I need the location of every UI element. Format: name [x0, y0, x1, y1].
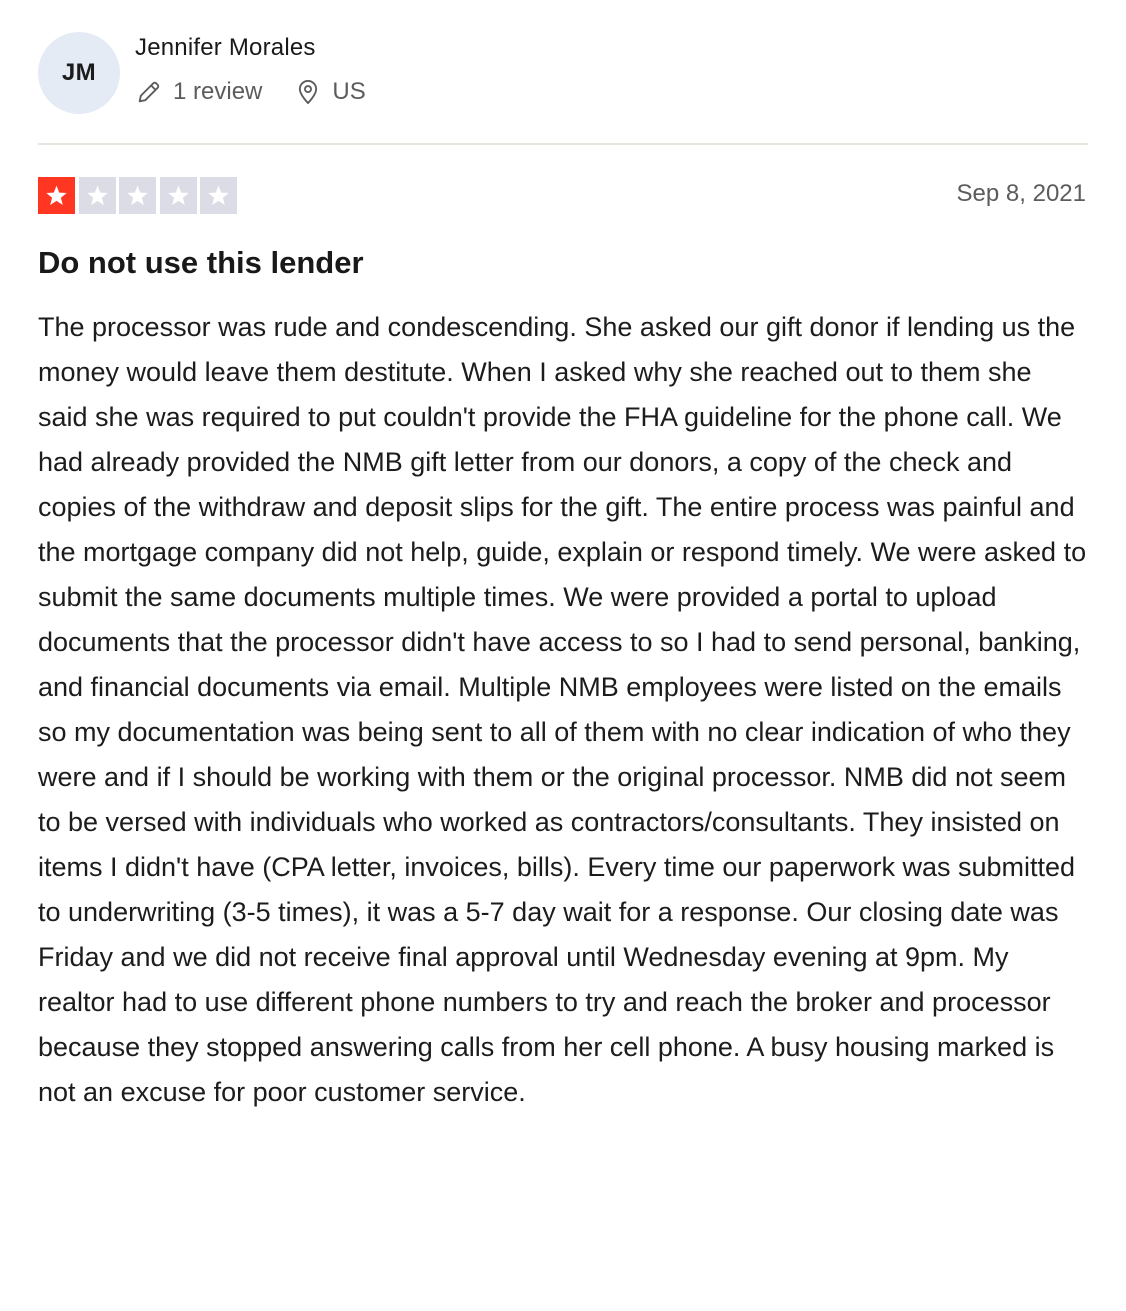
reviews-count-label: 1 review — [173, 78, 263, 105]
star-icon — [125, 183, 150, 208]
star-icon — [44, 183, 69, 208]
star-2 — [79, 177, 116, 214]
star-rating — [38, 177, 241, 214]
star-icon — [206, 183, 231, 208]
star-4 — [160, 177, 197, 214]
star-1 — [38, 177, 75, 214]
review-card — [38, 0, 1088, 1107]
avatar-initials: JM — [61, 59, 97, 86]
consumer-name[interactable]: Jennifer Morales — [135, 34, 316, 61]
star-icon — [166, 183, 191, 208]
location-pin-icon — [294, 78, 322, 106]
consumer-info — [38, 0, 1088, 145]
review-date: Sep 8, 2021 — [956, 180, 1086, 207]
consumer-meta — [135, 78, 366, 106]
reviews-count — [135, 78, 262, 106]
location — [294, 78, 365, 106]
review-header — [38, 177, 1088, 214]
location-label: US — [332, 78, 366, 105]
review-title[interactable]: Do not use this lender — [38, 245, 364, 280]
star-icon — [85, 183, 110, 208]
avatar[interactable] — [38, 32, 120, 114]
star-3 — [119, 177, 156, 214]
star-5 — [200, 177, 237, 214]
pencil-icon — [135, 78, 163, 106]
review-body: The processor was rude and condescending. She asked our gift donor if lending us the money would leave them destitute. When I asked why she reached out to them she said she was required to put couldn't provide the FHA guideline for the phone call. We had already provided the NMB gift letter from our donors, a copy of the check and copies of the withdraw and deposit slips for the gift. The entire process was painful and the mortgage company did not help, guide, explain or respond timely. We were asked to submit the same documents multiple times. We were provided a portal to upload documents that the processor didn't have access to so I had to send personal, banking, and financial documents via email. Multiple NMB employees were listed on the emails so my documentation was being sent to all of them with no clear indication of who they were and if I should be working with them or the original processor. NMB did not seem to be versed with individuals who worked as contractors/consultants. They insisted on items I didn't have (CPA letter, invoices, bills). Every time our paperwork was submitted to underwriting (3-5 times), it was a 5-7 day wait for a response. Our closing date was Friday and we did not receive final approval until Wednesday evening at 9pm. My realtor had to use different phone numbers to try and reach the broker and processor because they stopped answering calls from her cell phone. A busy housing marked is not an excuse for poor customer service. — [38, 312, 1087, 1107]
